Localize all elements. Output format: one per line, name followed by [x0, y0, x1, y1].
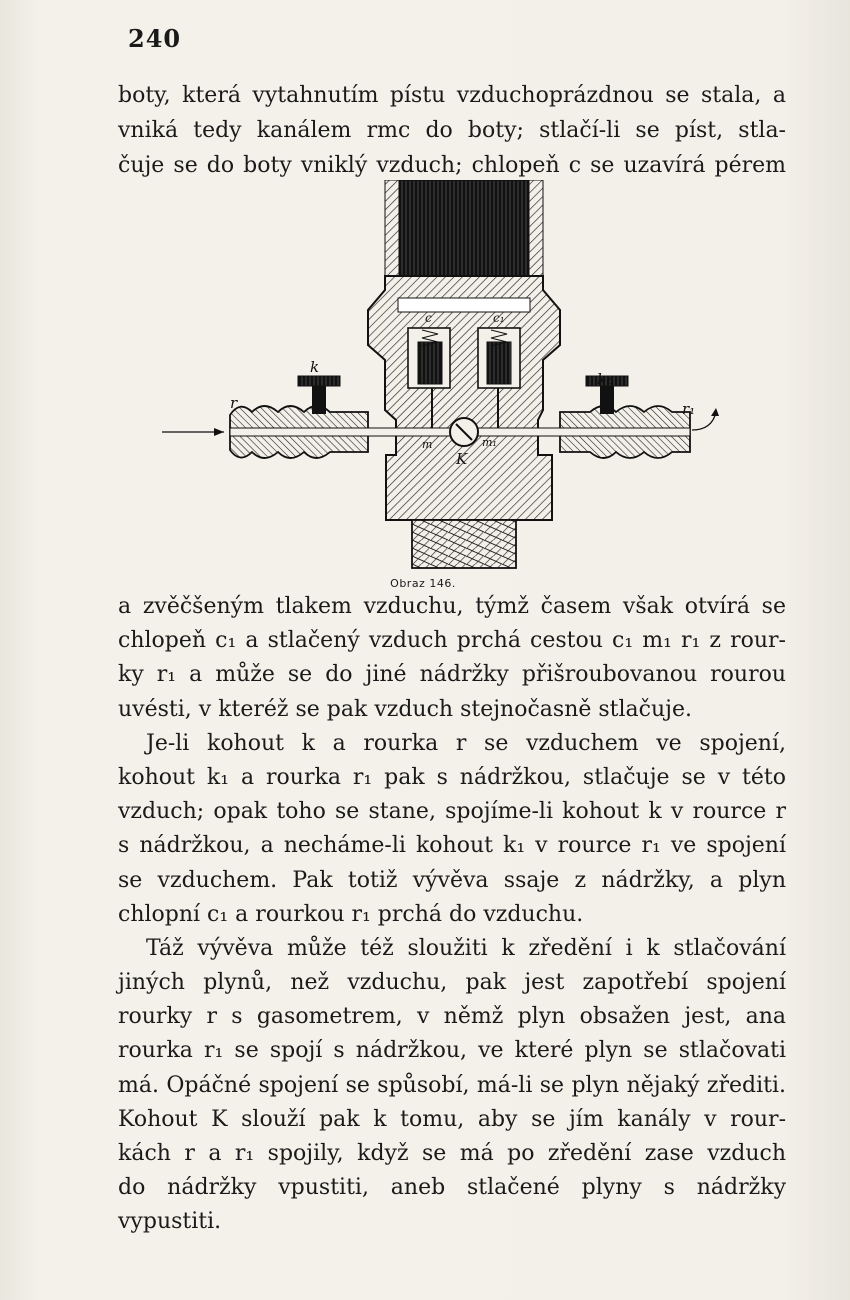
label-r: r — [230, 394, 238, 412]
text-line: Je-li kohout k a rourka r se vzduchem ve spojení, — [146, 730, 786, 756]
figure-caption: Obraz 146. — [390, 577, 456, 590]
text-line: rourka r₁ se spojí s nádržkou, ve které plyn se stlačovati — [118, 1038, 786, 1064]
text-line: vypustiti. — [118, 1209, 222, 1235]
text-line: chlopeň c₁ a stlačený vzduch prchá cestou c₁ m₁ r₁ z rour- — [118, 628, 786, 654]
paragraph-bottom — [118, 590, 786, 1240]
text-line: boty, která vytahnutím pístu vzduchoprázdnou se stala, a — [118, 83, 786, 108]
text-line: chlopní c₁ a rourkou r₁ prchá do vzduchu. — [118, 901, 584, 927]
text-line: a zvěčšeným tlakem vzduchu, týmž časem však otvírá se — [118, 594, 786, 619]
paragraph-top — [118, 78, 786, 183]
page-number: 240 — [128, 24, 182, 53]
text-line: jiných plynů, než vzduchu, pak jest zapotřebí spojení — [118, 970, 786, 996]
text-line: Táž vývěva může též sloužiti k zředění i k stlačování — [146, 935, 786, 961]
text-line: čuje se do boty vniklý vzduch; chlopeň c se uzavírá pérem — [118, 153, 786, 178]
label-k1: k₁ — [597, 370, 613, 388]
label-c: c — [425, 311, 432, 325]
text-line: do nádržky vpustiti, aneb stlačené plyny s nádržky — [118, 1175, 786, 1201]
label-k: k — [310, 358, 320, 376]
text-line: s nádržkou, a necháme-li kohout k₁ v rource r₁ ve spojení — [118, 833, 786, 859]
label-m1: m₁ — [482, 436, 497, 449]
text-line: má. Opáčné spojení se spůsobí, má-li se plyn nějaký zřediti. — [118, 1072, 786, 1098]
text-line: se vzduchem. Pak totiž vývěva ssaje z nádržky, a plyn — [118, 867, 786, 893]
text-line: kohout k₁ a rourka r₁ pak s nádržkou, stlačuje se v této — [118, 764, 786, 790]
text-line: kách r a r₁ spojily, když se má po zředění zase vzduch — [118, 1141, 786, 1166]
text-line: Kohout K slouží pak k tomu, aby se jím kanály v rour- — [118, 1106, 786, 1132]
label-K: K — [456, 450, 468, 468]
pump-valve-figure — [160, 180, 740, 570]
label-m: m — [422, 438, 433, 451]
text-line: vzduch; opak toho se stane, spojíme-li kohout k v rource r — [118, 799, 786, 825]
text-line: uvésti, v kteréž se pak vzduch stejnočasně stlačuje. — [118, 696, 692, 722]
text-line: ky r₁ a může se do jiné nádržky přišroubovanou rourou — [118, 662, 786, 688]
label-c1: c₁ — [493, 311, 505, 325]
label-r1: r₁ — [682, 400, 696, 418]
text-line: rourky r s gasometrem, v němž plyn obsažen jest, ana — [118, 1004, 786, 1030]
text-line: vniká tedy kanálem rmc do boty; stlačí-li se píst, stla- — [118, 118, 786, 143]
